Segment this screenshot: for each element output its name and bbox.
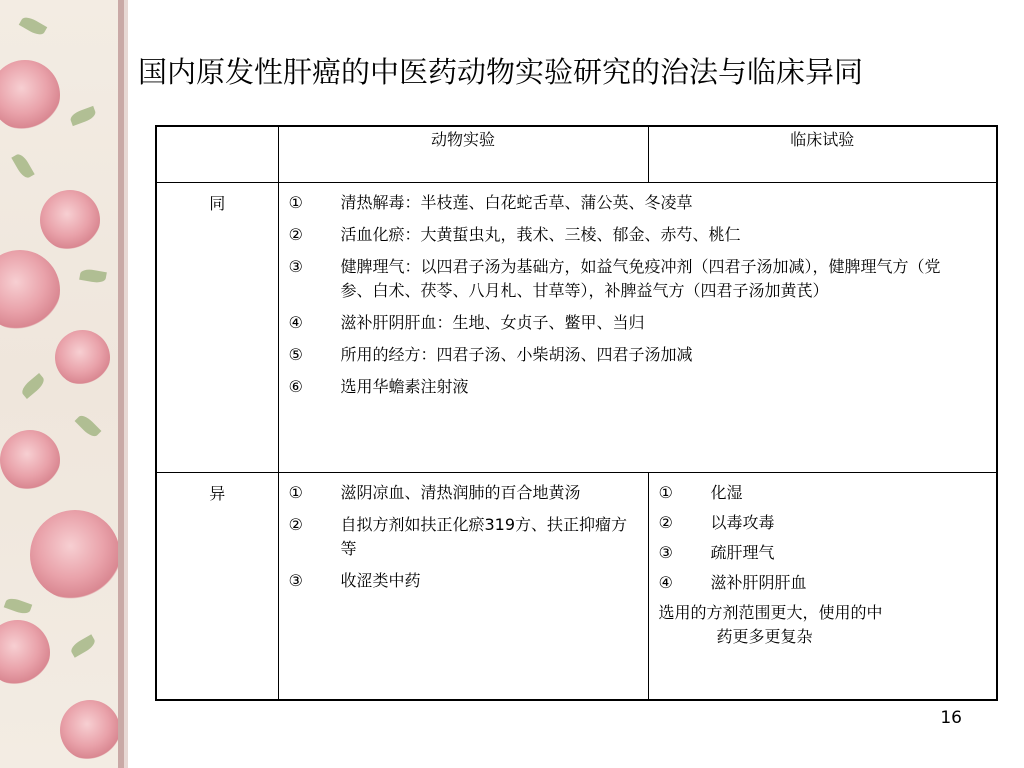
table-row-diff [156,472,997,700]
clinical-note: 选用的方剂范围更大，使用的中 药更多更复杂 [658,602,883,646]
list-item: ② 以毒攻毒 [658,512,775,532]
row-label-diff: 异 [156,472,278,700]
list-item: ⑤ 所用的经方：四君子汤、小柴胡汤、四君子汤加减 [288,344,693,364]
list-item: ① 清热解毒：半枝莲、白花蛇舌草、蒲公英、冬凌草 [288,192,693,212]
header-clinical-trial: 临床试验 [648,126,997,182]
divider-bar-light [124,0,128,768]
page-number: 16 [940,708,962,728]
list-item: ① 滋阴凉血、清热润肺的百合地黄汤 [288,482,581,502]
list-item: ④ 滋补肝阴肝血：生地、女贞子、鳖甲、当归 [288,312,645,332]
list-item: ④ 滋补肝阴肝血 [658,572,807,592]
list-item: ③ 疏肝理气 [658,542,775,562]
list-item: ③ 健脾理气：以四君子汤为基础方，如益气免疫冲剂（四君子汤加减），健脾理气方（党参、白术、茯苓、八月札、甘草等），补脾益气方（四君子汤加黄芪） [288,256,941,300]
list-item: ⑥ 选用华蟾素注射液 [288,376,469,396]
comparison-table [155,125,998,701]
list-item: ③ 收涩类中药 [288,570,421,590]
slide-title: 国内原发性肝癌的中医药动物实验研究的治法与临床异同 [138,55,864,89]
floral-decoration [0,0,118,768]
same-content-cell [278,182,997,472]
table-header-row [156,126,997,182]
row-label-same: 同 [156,182,278,472]
header-animal-experiment: 动物实验 [278,126,648,182]
diff-clinical-cell [648,472,997,700]
diff-animal-cell [278,472,648,700]
list-item: ② 活血化瘀：大黄蜇虫丸，莪术、三棱、郁金、赤芍、桃仁 [288,224,741,244]
table-row-same [156,182,997,472]
list-item: ② 自拟方剂如扶正化瘀319方、扶正抑瘤方等 [288,514,628,558]
header-cell-empty [156,126,278,182]
list-item: ① 化湿 [658,482,743,502]
